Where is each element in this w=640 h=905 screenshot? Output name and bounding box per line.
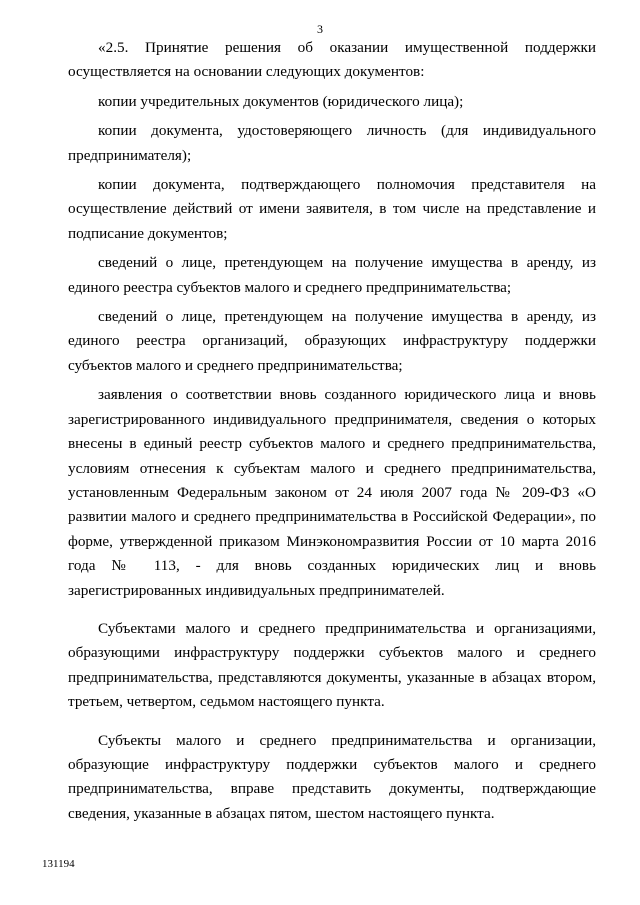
paragraph-optional-documents: Субъекты малого и среднего предпринимательства и организации, образующие инфраструктуру поддержки субъектов малого и среднего предпринимательства, вправе представить документы, подтверждающие сведения, указанные в абзацах пятом, шестом настоящего пункта.	[68, 731, 596, 822]
paragraph-item-identity-copy: копии документа, удостоверяющего личность (для индивидуального предпринимателя);	[68, 122, 596, 164]
paragraph-intro: «2.5. Принятие решения об оказании имущественной поддержки осуществляется на основании следующих документов:	[68, 39, 596, 81]
document-code: 131194	[42, 858, 75, 870]
paragraph-item-infrastructure-registry: сведений о лице, претендующем на получение имущества в аренду, из единого реестра организаций, образующих инфраструктуру поддержки субъектов малого и среднего предпринимательства;	[68, 308, 596, 374]
paragraph-item-sme-registry: сведений о лице, претендующем на получение имущества в аренду, из единого реестра субъектов малого и среднего предпринимательства;	[68, 254, 596, 296]
paragraph-item-authority-copy: копии документа, подтверждающего полномочия представителя на осуществление действий от имени заявителя, в том числе на представление и подписание документов;	[68, 176, 596, 242]
page-number: 3	[317, 22, 323, 36]
document-body	[68, 36, 596, 831]
paragraph-required-documents: Субъектами малого и среднего предпринимательства и организациями, образующими инфраструктуру поддержки субъектов малого и среднего предпринимательства, представляются документы, указанные в абзацах втором, третьем, четвертом, седьмом настоящего пункта.	[68, 619, 596, 711]
paragraph-item-compliance-statement: заявления о соответствии вновь созданного юридического лица и вновь зарегистрированного индивидуального предпринимателя, сведения о которых внесены в единый реестр субъектов малого и среднего предпринимательства, условиям отнесения к субъектам малого и среднего предпринимательства, установленным Федеральным законом от 24 июля 2007 года № 209-ФЗ «О развитии малого и среднего предпринимательства в Российской Федерации», по форме, утвержденной приказом Минэкономразвития России от 10 марта 2016 года № 113, - для вновь созданных юридических лиц и вновь зарегистрированных индивидуальных предпринимателей.	[68, 386, 596, 599]
paragraph-item-charter-copies: копии учредительных документов (юридического лица);	[98, 92, 464, 110]
